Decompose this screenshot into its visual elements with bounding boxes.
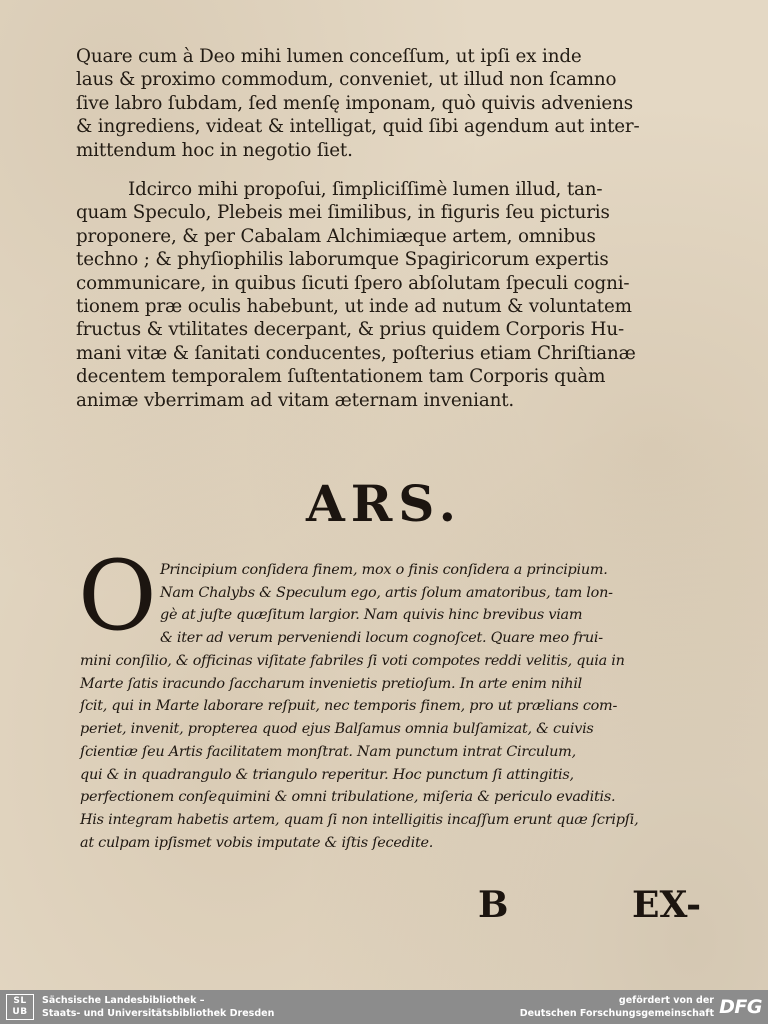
text-line: at culpam ipſismet vobis imputate & iſtis ſecedite. [80,834,434,851]
text-line: Nam Chalybs & Speculum ego, artis ſolum amatoribus, tam lon- [160,584,613,601]
text-line: ſcientiæ ſeu Artis facilitatem monſtrat. Nam punctum intrat Circulum, [80,743,576,760]
ars-text-beside-dropcap [160,559,613,650]
library-name-line2[interactable]: Staats- und Universitätsbibliothek Dresden [42,1008,275,1019]
catchword: EX- [632,884,702,926]
text-line: His integram habetis artem, quam ſi non intelligitis incaſſum erunt quæ ſcripſi, [80,811,639,828]
text-line: qui & in quadrangulo & triangulo reperitur. Hoc punctum ſi attingitis, [80,766,574,783]
funding-line1: gefördert von der [618,995,714,1006]
library-name-line1[interactable]: Sächsische Landesbibliothek – [42,995,205,1006]
section-title: ARS. [305,474,463,533]
ars-text-body [80,650,638,854]
text-line: periet, invenit, propterea quod ejus Balſamus omnia bulſamizat, & cuivis [80,721,594,738]
text-line: decentem temporalem ſuſtentationem tam Corporis quàm [76,366,606,388]
text-line: Principium conſidera finem, mox o finis conſidera a principium. [160,562,608,578]
text-line: gè at juſte quæſitum largior. Nam quivis hinc brevibus viam [160,607,583,624]
text-line: perfectionem conſequimini & omni tribulatione, miſeria & periculo evaditis. [80,789,616,806]
drop-cap: O [78,540,157,652]
text-line: fructus & vtilitates decerpant, & prius quidem Corporis Hu- [76,319,624,341]
paragraph-quare [76,45,708,162]
text-line: animæ vberrimam ad vitam æternam inveniant. [76,389,515,411]
text-line: techno ; & phyſiophilis laborumque Spagiricorum expertis [76,249,609,271]
text-line: proponere, & per Cabalam Alchimiæque artem, omnibus [76,225,596,247]
text-line: & iter ad verum perveniendi locum cognoſcet. Quare meo frui- [160,630,603,647]
text-line: ſive labro ſubdam, ſed menſę imponam, quò quivis adveniens [76,92,633,114]
text-line: Marte ſatis iracundo ſaccharum invenietis pretioſum. In arte enim nihil [80,675,583,692]
text-line: mani vitæ & ſanitati conducentes, poſterius etiam Chriſtianæ [76,342,636,364]
text-line: mittendum hoc in negotio ſiet. [76,139,353,161]
slub-logo-icon[interactable] [6,994,34,1020]
text-line: & ingrediens, videat & intelligat, quid ſibi agendum aut inter- [76,116,640,138]
text-line: ſcit, qui in Marte laborare reſpuit, nec temporis finem, pro ut prælians com- [80,698,618,715]
text-line: Idcirco mihi propoſui, ſimpliciſſimè lumen illud, tan- [128,179,603,200]
slub-logo-text: SL UB [12,996,28,1017]
text-line: quam Speculo, Plebeis mei ſimilibus, in figuris ſeu picturis [76,202,610,224]
text-line: mini conſilio, & officinas viſitate fabriles ſi voti compotes reddi velitis, quia in [80,653,625,669]
text-line: Quare cum à Deo mihi lumen conceſſum, ut ipſi ex inde [76,46,582,67]
text-line: communicare, in quibus ſicuti ſpero abſolutam ſpeculi cogni- [76,272,630,294]
paragraph-idcirco [76,178,708,412]
text-line: tionem præ oculis habebunt, ut inde ad nutum & voluntatem [76,296,632,318]
footer-bar [0,990,768,1024]
signature-mark: B [478,884,509,926]
text-line: laus & proximo commodum, conveniet, ut illud non ſcamno [76,69,617,91]
dfg-logo-icon[interactable]: DFG [719,996,762,1018]
funding-line2[interactable]: Deutschen Forschungsgemeinschaft [519,1008,714,1019]
